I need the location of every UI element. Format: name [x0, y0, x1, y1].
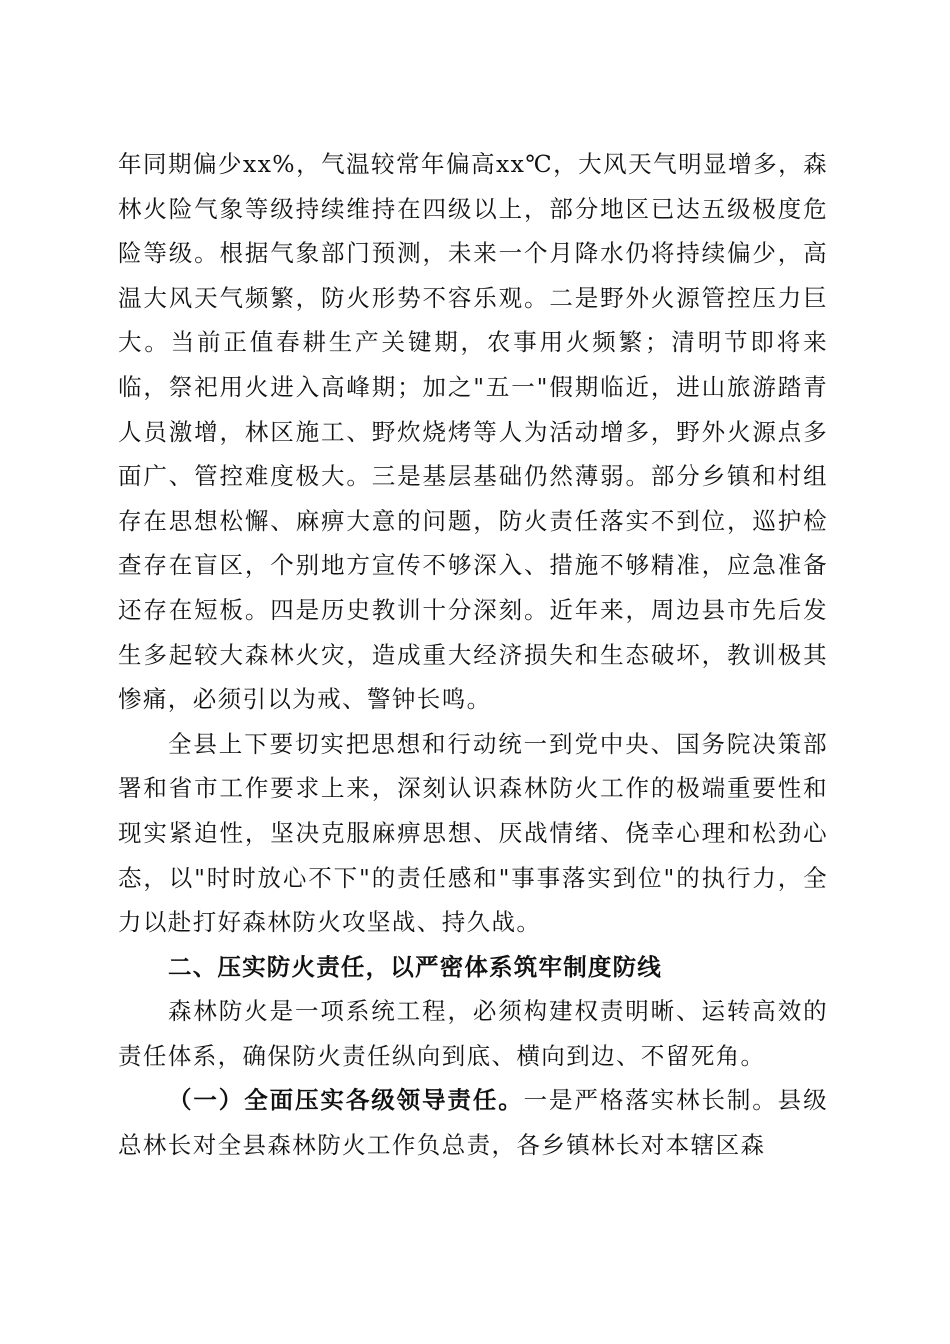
subsection-body-1: 一是严格落实林长制。县级总林长对全县森林防火工作负总责，各乡镇林长对本辖区森 [118, 1086, 828, 1160]
body-paragraph-leadership-responsibility [118, 1078, 828, 1167]
body-paragraph-continued: 年同期偏少xx%，气温较常年偏高xx℃，大风天气明显增多，森林火险气象等级持续维持在四级以上，部分地区已达五级极度危险等级。根据气象部门预测，未来一个月降水仍将持续偏少，高温大风天气频繁，防火形势不容乐观。二是野外火源管控压力巨大。当前正值春耕生产关键期，农事用火频繁；清明节即将来临，祭祀用火进入高峰期；加之"五一"假期临近，进山旅游踏青人员激增，林区施工、野炊烧烤等人为活动增多，野外火源点多面广、管控难度极大。三是基层基础仍然薄弱。部分乡镇和村组存在思想松懈、麻痹大意的问题，防火责任落实不到位，巡护检查存在盲区，个别地方宣传不够深入、措施不够精准，应急准备还存在短板。四是历史教训十分深刻。近年来，周边县市先后发生多起较大森林火灾，造成重大经济损失和生态破坏，教训极其惨痛，必须引以为戒、警钟长鸣。 [118, 150, 828, 714]
section-heading-2: 二、压实防火责任，以严密体系筑牢制度防线 [168, 952, 662, 981]
body-paragraph-overall-requirement: 全县上下要切实把思想和行动统一到党中央、国务院决策部署和省市工作要求上来，深刻认识森林防火工作的极端重要性和现实紧迫性，坚决克服麻痹思想、厌战情绪、侥幸心理和松劲心态，以"时时放心不下"的责任感和"事事落实到位"的执行力，全力以赴打好森林防火攻坚战、持久战。 [118, 729, 828, 937]
subsection-lead-1: （一）全面压实各级领导责任。 [168, 1086, 524, 1115]
document-page [118, 142, 828, 1168]
body-paragraph-responsibility-system: 森林防火是一项系统工程，必须构建权责明晰、运转高效的责任体系，确保防火责任纵向到底、横向到边、不留死角。 [118, 997, 828, 1070]
